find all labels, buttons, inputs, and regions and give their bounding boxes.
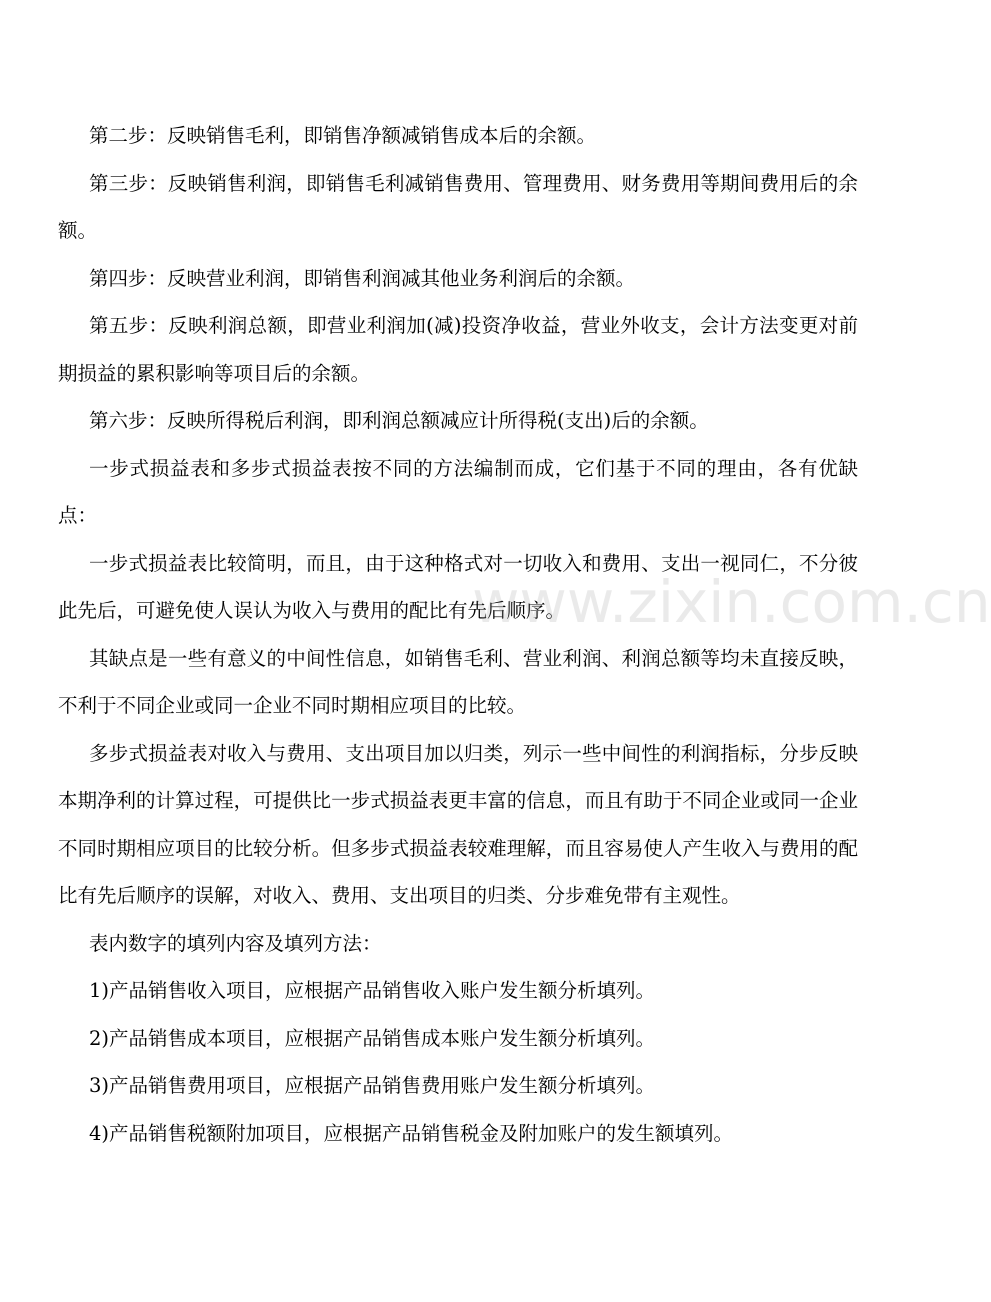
list-item-1: 1)产品销售收入项目，应根据产品销售收入账户发生额分析填列。 bbox=[89, 979, 656, 1002]
paragraph-single-step-disadvantage: 其缺点是一些有意义的中间性信息，如销售毛利、营业利润、利润总额等均未直接反映，不利于不同企业或同一企业不同时期相应项目的比较。 bbox=[58, 646, 858, 717]
watermark: www.zixin.com.cn bbox=[472, 568, 991, 636]
paragraph-step-2: 第二步：反映销售毛利，即销售净额减销售成本后的余额。 bbox=[89, 124, 597, 147]
paragraph-fill-method-heading: 表内数字的填列内容及填列方法： bbox=[89, 931, 382, 955]
paragraph-comparison-intro: 一步式损益表和多步式损益表按不同的方法编制而成，它们基于不同的理由，各有优缺点： bbox=[58, 456, 858, 527]
list-item-3: 3)产品销售费用项目，应根据产品销售费用账户发生额分析填列。 bbox=[89, 1074, 656, 1097]
paragraph-single-step-advantage: 一步式损益表比较简明，而且，由于这种格式对一切收入和费用、支出一视同仁，不分彼此先后，可避免使人误认为收入与费用的配比有先后顺序。 bbox=[58, 551, 858, 622]
list-item-2: 2)产品销售成本项目，应根据产品销售成本账户发生额分析填列。 bbox=[89, 1026, 656, 1050]
paragraph-step-5: 第五步：反映利润总额，即营业利润加(减)投资净收益，营业外收支，会计方法变更对前期损益的累积影响等项目后的余额。 bbox=[58, 314, 858, 385]
paragraph-step-4: 第四步：反映营业利润，即销售利润减其他业务利润后的余额。 bbox=[89, 266, 636, 290]
paragraph-multi-step: 多步式损益表对收入与费用、支出项目加以归类，列示一些中间性的利润指标，分步反映本期净利的计算过程，可提供比一步式损益表更丰富的信息，而且有助于不同企业或同一企业不同时期相应项目的比较分析。但多步式损益表较难理解，而且容易使人产生收入与费用的配比有先后顺序的误解，对收入、费用、支出项目的归类、分步难免带有主观性。 bbox=[58, 741, 858, 907]
paragraph-step-6: 第六步：反映所得税后利润，即利润总额减应计所得税(支出)后的余额。 bbox=[89, 409, 709, 432]
list-item-4: 4)产品销售税额附加项目，应根据产品销售税金及附加账户的发生额填列。 bbox=[89, 1121, 734, 1145]
paragraph-step-3: 第三步：反映销售利润，即销售毛利减销售费用、管理费用、财务费用等期间费用后的余额。 bbox=[58, 171, 858, 242]
document-body bbox=[58, 112, 858, 1157]
